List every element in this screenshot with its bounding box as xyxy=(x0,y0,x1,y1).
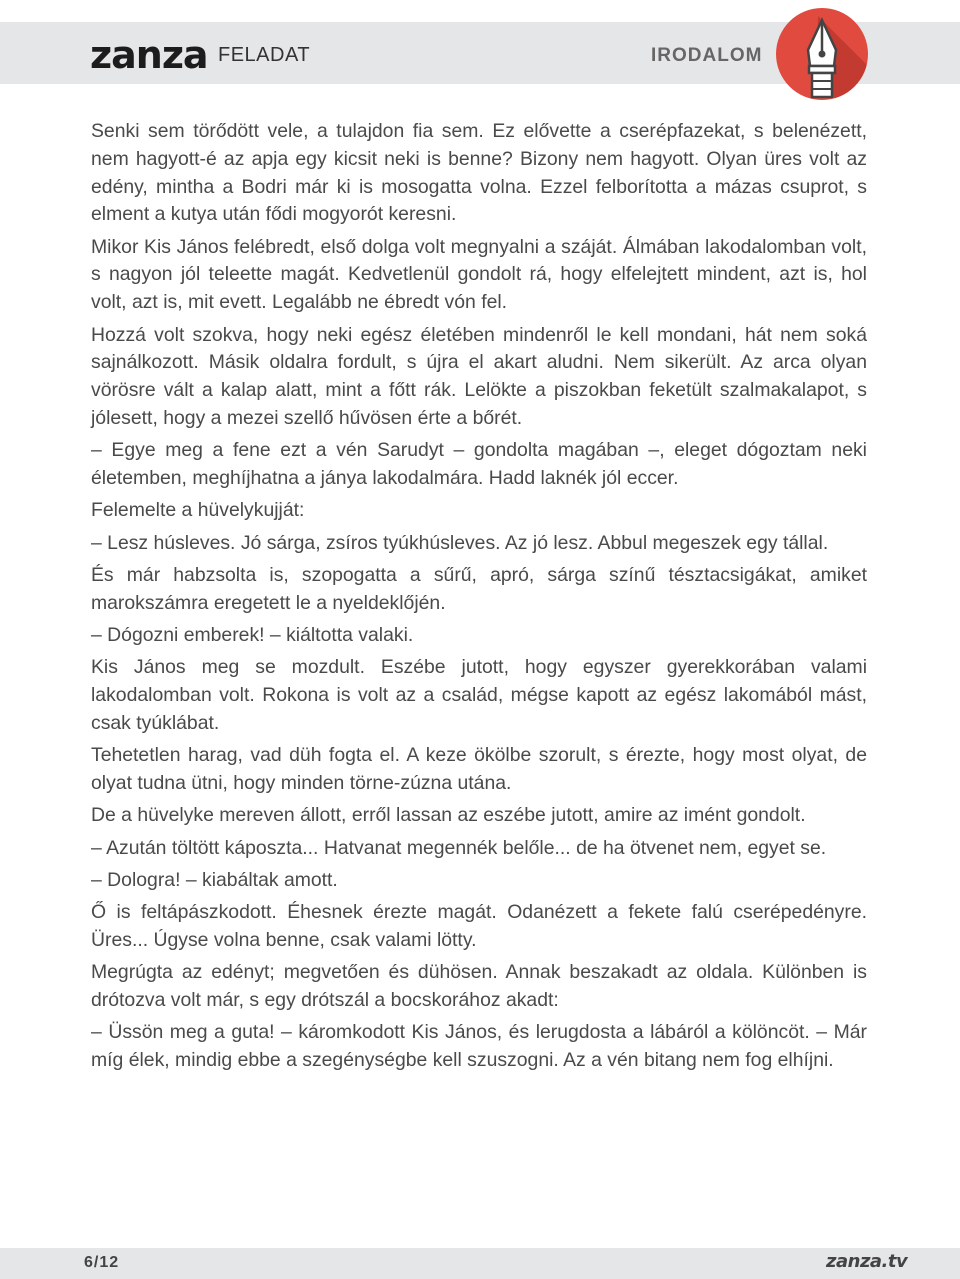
section-label: FELADAT xyxy=(218,44,311,66)
paragraph: Tehetetlen harag, vad düh fogta el. A keze ökölbe szorult, s érezte, hogy most olyat, de olyat tudna ütni, hogy minden törne-zúzna utána. xyxy=(91,744,867,795)
page-number: 6/12 xyxy=(84,1254,120,1271)
pen-nib-icon xyxy=(776,8,868,100)
paragraph: – Azután töltött káposzta... Hatvanat megennék belőle... de ha ötvenet nem, egyet se. xyxy=(91,836,827,859)
subject-label: IRODALOM xyxy=(651,45,763,66)
story-text xyxy=(91,118,867,1080)
paragraph: Hozzá volt szokva, hogy neki egész életében mindenről le kell mondani, hát nem soká sajnálkozott. Másik oldalra fordult, s újra el akart aludni. Nem sikerült. Az arca olyan vörösre vált a kalap alatt, mint a főtt rák. Lelökte a piszokban feketült szalmakalapot, s jólesett, hogy a mezei szellő hűvösen érte a bőrét. xyxy=(91,323,867,429)
footer-bar xyxy=(0,1248,960,1279)
paragraph: – Dologra! – kiabáltak amott. xyxy=(91,868,338,891)
paragraph: De a hüvelyke mereven állott, erről lassan az eszébe jutott, amire az imént gondolt. xyxy=(91,804,806,827)
paragraph: – Dógozni emberek! – kiáltotta valaki. xyxy=(91,624,414,647)
paragraph: Kis János meg se mozdult. Eszébe jutott, hogy egyszer gyerekkorában valami lakodalomban volt. Rokona is volt az a család, mégse kapott az egész lakomából mást, csak tyúklábat. xyxy=(91,656,867,734)
paragraph: Senki sem törődött vele, a tulajdon fia sem. Ez elővette a cserépfazekat, s belenézett, nem hagyott-é az apja egy kicsit neki is benne? Bizony nem hagyott. Olyan üres volt az edény, mintha a Bodri már ki is mosogatta volna. Ezzel felborította a mázas csuprot, s elment a kutya után fődi mogyorót keresni. xyxy=(91,120,867,226)
paragraph: – Üssön meg a guta! – káromkodott Kis János, és lerugdosta a lábáról a kölöncöt. – Már míg élek, mindig ebbe a szegénységbe kell szuszogni. Az a vén bitang nem fog elhíjni. xyxy=(91,1021,867,1072)
zanza-logo[interactable]: zanza xyxy=(90,33,208,77)
paragraph: – Lesz húsleves. Jó sárga, zsíros tyúkhúsleves. Az jó lesz. Abbul megeszek egy tállal. xyxy=(91,531,829,554)
paragraph: Felemelte a hüvelykujját: xyxy=(91,499,305,522)
paragraph: – Egye meg a fene ezt a vén Sarudyt – gondolta magában –, eleget dógoztam neki életemben, meghíjhatna a jánya lakodalmára. Hadd laknék jól eccer. xyxy=(91,439,867,490)
paragraph: Megrúgta az edényt; megvetően és dühösen. Annak beszakadt az oldala. Különben is drótozva volt már, s egy drótszál a bocskorához akadt: xyxy=(91,961,867,1012)
footer-logo[interactable]: zanza.tv xyxy=(826,1251,908,1272)
paragraph: Ő is feltápászkodott. Éhesnek érezte magát. Odanézett a fekete falú cserépedényre. Üres... Úgyse volna benne, csak valami lötty. xyxy=(91,901,867,952)
paragraph: És már habzsolta is, szopogatta a sűrű, apró, sárga színű tésztacsigákat, amiket marokszámra eregetett le a nyeldeklőjén. xyxy=(91,563,867,614)
paragraph: Mikor Kis János felébredt, első dolga volt megnyalni a száját. Álmában lakodalomban volt, s nagyon jól teleette magát. Kedvetlenül gondolt rá, hogy elfelejtett mindent, azt is, hol volt, azt is, mit evett. Legalább ne ébredt vón fel. xyxy=(91,235,867,314)
